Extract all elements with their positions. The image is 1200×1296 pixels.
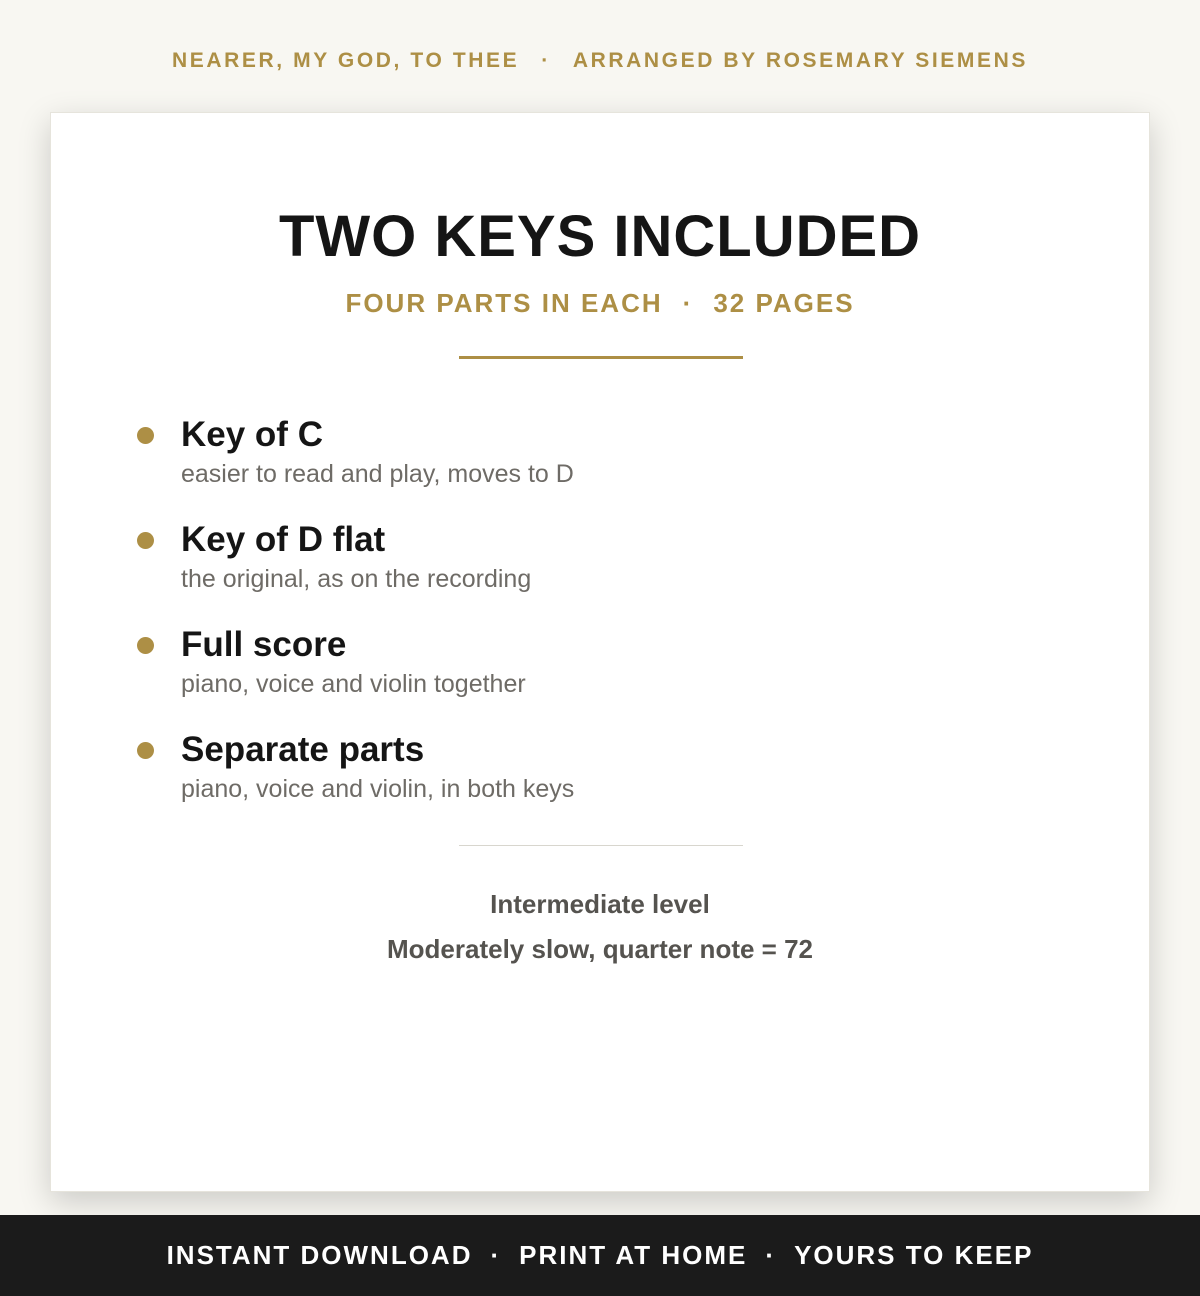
subtitle-parts: FOUR PARTS IN EACH [345,288,663,318]
subtitle-separator: · [682,288,694,318]
feature-description: piano, voice and violin together [181,670,526,698]
feature-title: Separate parts [181,730,425,769]
bullet-dot-icon [137,427,154,444]
footer-separator: · [765,1240,777,1270]
gold-divider [459,356,743,359]
feature-title: Key of D flat [181,520,386,559]
footer-separator: · [490,1240,502,1270]
thin-divider [459,845,743,846]
feature-list [135,409,1035,829]
card-title: TWO KEYS INCLUDED [278,204,922,269]
card-subtitle [51,285,1149,321]
feature-item-key-of-c [135,409,1035,514]
bullet-dot-icon [137,742,154,759]
subtitle-pages: 32 PAGES [713,288,855,318]
footer-item-print-at-home: PRINT AT HOME [519,1240,748,1270]
product-card [50,112,1150,1192]
bullet-dot-icon [137,637,154,654]
feature-description: the original, as on the recording [181,565,532,593]
bullet-dot-icon [137,532,154,549]
feature-item-key-of-d-flat [135,514,1035,619]
feature-item-separate-parts [135,724,1035,829]
song-title: NEARER, MY GOD, TO THEE [172,49,520,72]
tempo-marking: Moderately slow, quarter note = 72 [387,934,813,964]
header-separator: · [541,49,551,72]
feature-title: Full score [181,625,347,664]
top-header [0,44,1200,78]
feature-description: piano, voice and violin, in both keys [181,775,575,803]
difficulty-level: Intermediate level [490,889,710,919]
arranger-credit: ARRANGED BY ROSEMARY SIEMENS [572,49,1028,72]
footer-bar [0,1215,1200,1296]
feature-title: Key of C [181,415,323,454]
feature-description: easier to read and play, moves to D [181,460,574,488]
feature-item-full-score [135,619,1035,724]
footer-item-instant-download: INSTANT DOWNLOAD [166,1240,473,1270]
footer-item-yours-to-keep: YOURS TO KEEP [794,1240,1034,1270]
